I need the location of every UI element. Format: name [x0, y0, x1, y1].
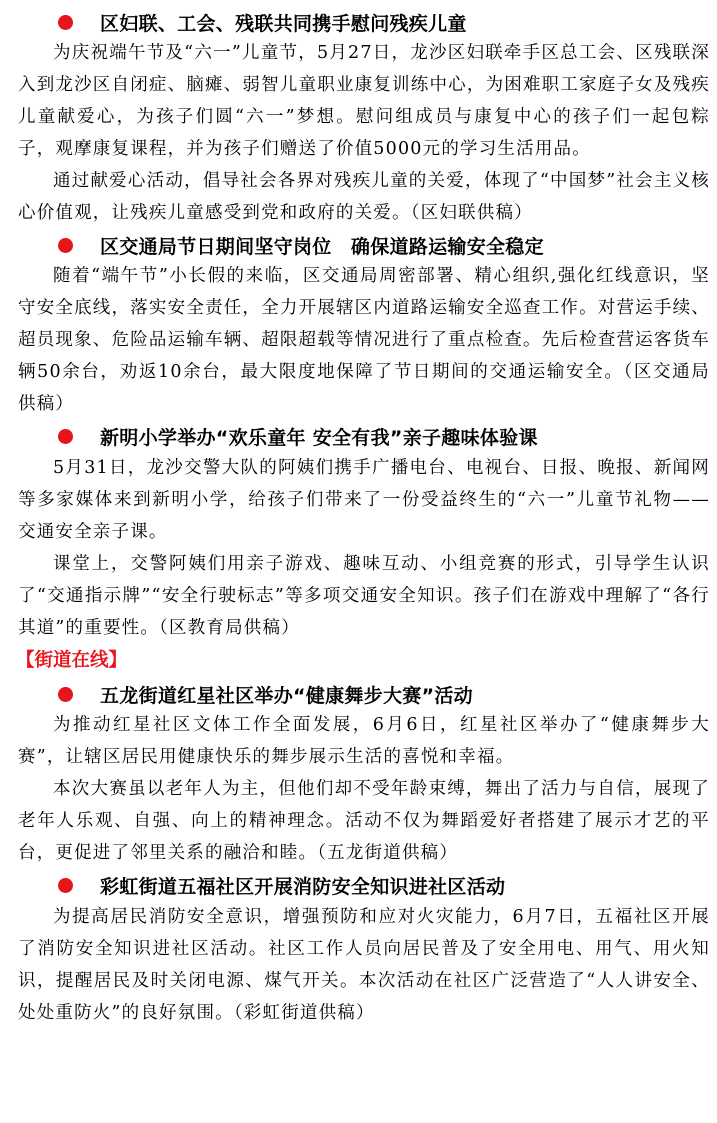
article-heading: [58, 421, 710, 453]
article-paragraph: 随着“端午节”小长假的来临，区交通局周密部署、精心组织,强化红线意识，坚守安全底线，落实安全责任，全力开展辖区内道路运输安全巡查工作。对营运手续、超员现象、危险品运输车辆、超限超载等情况进行了重点检查。先后检查营运客货车辆50余台，劝返10余台，最大限度地保障了节日期间的交通运输安全。（区交通局供稿）: [18, 266, 710, 415]
news-article: [18, 678, 710, 870]
article-title: 区妇联、工会、残联共同携手慰问残疾儿童: [100, 12, 467, 35]
bullet-dot-icon: [58, 687, 73, 702]
bullet-dot-icon: [58, 429, 73, 444]
article-title: 区交通局节日期间坚守岗位 确保道路运输安全稳定: [100, 235, 544, 258]
article-heading: [58, 6, 710, 38]
article-paragraph: 5月31日，龙沙交警大队的阿姨们携手广播电台、电视台、日报、晚报、新闻网等多家媒体来到新明小学，给孩子们带来了一份受益终生的“六一”儿童节礼物——交通安全亲子课。: [18, 457, 710, 542]
news-article: [18, 229, 710, 421]
bullet-dot-icon: [58, 238, 73, 253]
news-article: [18, 870, 710, 1030]
article-title: 彩虹街道五福社区开展消防安全知识进社区活动: [100, 876, 506, 899]
article-paragraph: 为推动红星社区文体工作全面发展，6月6日，红星社区举办了“健康舞步大赛”，让辖区居民用健康快乐的舞步展示生活的喜悦和幸福。: [18, 715, 710, 768]
news-article: [18, 6, 710, 229]
section-label: 【街道在线】: [16, 650, 128, 672]
article-heading: [58, 229, 710, 261]
bullet-dot-icon: [58, 878, 73, 893]
bullet-dot-icon: [58, 15, 73, 30]
news-article: [18, 421, 710, 644]
article-heading: [58, 870, 710, 902]
article-title: 新明小学举办“欢乐童年 安全有我”亲子趣味体验课: [100, 427, 538, 450]
article-heading: [58, 678, 710, 710]
article-paragraph: 为提高居民消防安全意识，增强预防和应对火灾能力，6月7日，五福社区开展了消防安全知识进社区活动。社区工作人员向居民普及了安全用电、用气、用火知识，提醒居民及时关闭电源、煤气开关。本次活动在社区广泛营造了“人人讲安全、处处重防火”的良好氛围。（彩虹街道供稿）: [18, 906, 710, 1023]
article-paragraph: 通过献爱心活动，倡导社会各界对残疾儿童的关爱，体现了“中国梦”社会主义核心价值观，让残疾儿童感受到党和政府的关爱。（区妇联供稿）: [18, 170, 710, 223]
article-title: 五龙街道红星社区举办“健康舞步大赛”活动: [100, 684, 473, 707]
article-paragraph: 本次大赛虽以老年人为主，但他们却不受年龄束缚，舞出了活力与自信，展现了老年人乐观、自强、向上的精神理念。活动不仅为舞蹈爱好者搭建了展示才艺的平台，更促进了邻里关系的融洽和睦。（五龙街道供稿）: [18, 779, 710, 864]
article-paragraph: 课堂上，交警阿姨们用亲子游戏、趣味互动、小组竞赛的形式，引导学生认识了“交通指示牌”“安全行驶标志”等多项交通安全知识。孩子们在游戏中理解了“各行其道”的重要性。（区教育局供稿）: [18, 553, 710, 638]
article-paragraph: 为庆祝端午节及“六一”儿童节，5月27日，龙沙区妇联牵手区总工会、区残联深入到龙沙区自闭症、脑瘫、弱智儿童职业康复训练中心，为困难职工家庭子女及残疾儿童献爱心，为孩子们圆“六一”梦想。慰问组成员与康复中心的孩子们一起包粽子，观摩康复课程，并为孩子们赠送了价值5000元的学习生活用品。: [18, 43, 710, 159]
news-page: [18, 6, 710, 1030]
